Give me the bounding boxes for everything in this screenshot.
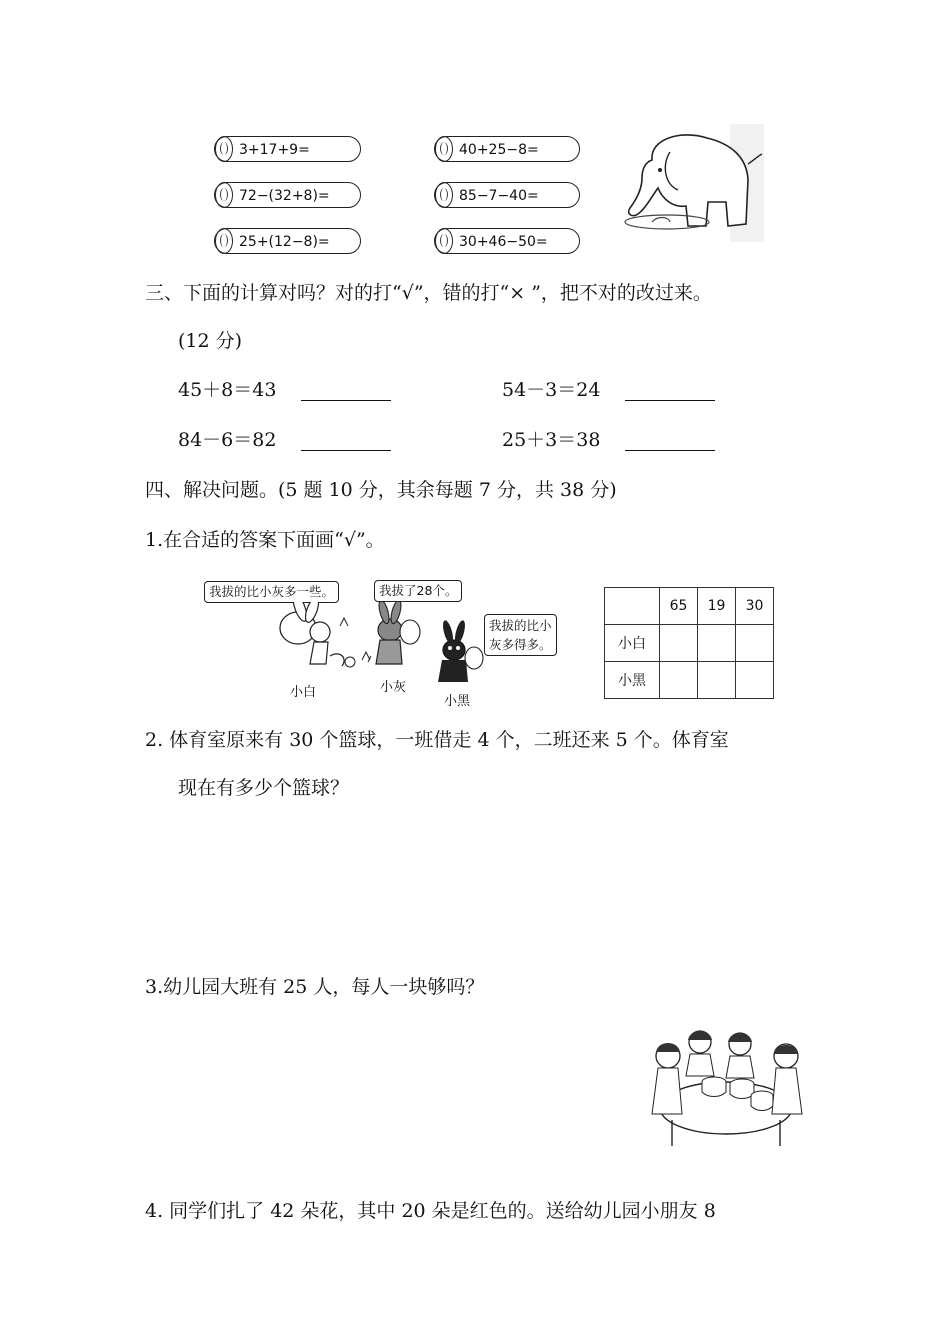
rabbit-label-xiaohei: 小黑 [444, 694, 471, 709]
answer-table [604, 587, 774, 699]
table-header-cell: 19 [698, 588, 736, 625]
table-header-cell: 65 [660, 588, 698, 625]
speech-bubble-xiaohei [484, 614, 557, 656]
log-expression-2 [214, 182, 361, 208]
section-3-points: (12 分) [178, 330, 243, 352]
question-2-line-2: 现在有多少个篮球？ [178, 777, 350, 799]
speech-bubble-xiaohui: 我拔了28个。 [374, 580, 462, 602]
equation-item: 25＋3＝38 [502, 429, 601, 451]
answer-blank[interactable] [625, 400, 715, 401]
answer-blank[interactable] [301, 400, 391, 401]
log-end-icon [215, 182, 233, 208]
table-answer-cell[interactable] [736, 662, 774, 699]
table-answer-cell[interactable] [660, 662, 698, 699]
log-expression-6 [434, 228, 580, 254]
rabbit-label-xiaohui: 小灰 [380, 680, 407, 695]
speech-bubble-xiaobai: 我拔的比小灰多一些。 [204, 581, 339, 603]
table-row [605, 662, 774, 699]
expression-text: 85−7−40= [459, 188, 539, 204]
expression-text: 72−(32+8)= [239, 188, 330, 204]
bubble-line: 我拔的比小 [489, 618, 552, 633]
table-corner-cell [605, 588, 660, 625]
table-row-label: 小白 [605, 625, 660, 662]
answer-blank[interactable] [625, 450, 715, 451]
expression-text: 3+17+9= [239, 142, 310, 158]
log-expression-1 [214, 136, 361, 162]
kids-cake-illustration [642, 1024, 810, 1152]
equation-item: 84－6＝82 [178, 429, 277, 451]
log-expression-4 [434, 136, 580, 162]
table-answer-cell[interactable] [660, 625, 698, 662]
equation-item: 54－3＝24 [502, 379, 601, 401]
equation-item: 45＋8＝43 [178, 379, 277, 401]
section-3-heading: 三、下面的计算对吗？对的打“√”，错的打“× ”，把不对的改过来。 [145, 282, 712, 304]
question-1: 1.在合适的答案下面画“√”。 [145, 529, 385, 551]
log-expression-5 [434, 182, 580, 208]
table-header-row [605, 588, 774, 625]
expression-text: 30+46−50= [459, 234, 548, 250]
question-3: 3.幼儿园大班有 25 人，每人一块够吗？ [145, 976, 485, 998]
table-answer-cell[interactable] [698, 625, 736, 662]
table-header-cell: 30 [736, 588, 774, 625]
rabbits-illustration [270, 602, 490, 686]
log-end-icon [215, 228, 233, 254]
expression-text: 40+25−8= [459, 142, 539, 158]
expression-text: 25+(12−8)= [239, 234, 330, 250]
table-row [605, 625, 774, 662]
log-end-icon [435, 228, 453, 254]
table-row-label: 小黑 [605, 662, 660, 699]
question-4: 4. 同学们扎了 42 朵花，其中 20 朵是红色的。送给幼儿园小朋友 8 [145, 1200, 716, 1222]
answer-blank[interactable] [301, 450, 391, 451]
table-answer-cell[interactable] [736, 625, 774, 662]
table-answer-cell[interactable] [698, 662, 736, 699]
log-expression-3 [214, 228, 361, 254]
rabbit-label-xiaobai: 小白 [290, 685, 317, 700]
bubble-line: 灰多得多。 [489, 637, 552, 652]
log-end-icon [435, 182, 453, 208]
log-end-icon [435, 136, 453, 162]
section-4-heading: 四、解决问题。(5 题 10 分，其余每题 7 分，共 38 分) [145, 479, 617, 501]
log-end-icon [215, 136, 233, 162]
question-2-line-1: 2. 体育室原来有 30 个篮球，一班借走 4 个，二班还来 5 个。体育室 [145, 729, 729, 751]
elephant-illustration [612, 118, 767, 248]
